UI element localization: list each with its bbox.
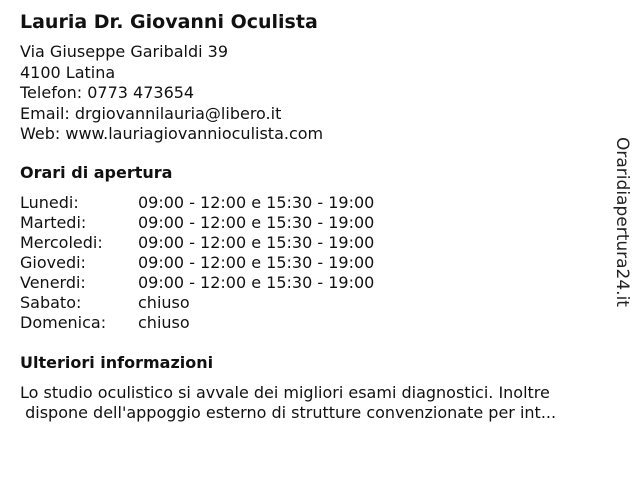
site-watermark: Oraridiapertura24.it [612,137,632,307]
additional-info-heading: Ulteriori informazioni [20,352,214,372]
opening-hours-table [20,193,610,333]
time-value: chiuso [138,292,190,312]
contact-block [20,42,610,145]
day-label: Martedi: [20,212,87,232]
opening-hours-heading: Orari di apertura [20,162,173,182]
additional-info-text: Lo studio oculistico si avvale dei migliori esami diagnostici. Inoltre dispone dell'appoggio esterno di strutture convenzionate per int... [20,382,557,422]
hours-row-tuesday [20,213,610,233]
time-value: chiuso [138,312,190,332]
hours-row-saturday [20,293,610,313]
city-line: 4100 Latina [20,62,116,82]
day-label: Mercoledi: [20,232,103,252]
time-value: 09:00 - 12:00 e 15:30 - 19:00 [138,272,375,292]
business-name: Lauria Dr. Giovanni Oculista [20,11,318,33]
day-label: Venerdi: [20,272,86,292]
time-value: 09:00 - 12:00 e 15:30 - 19:00 [138,212,375,232]
business-card [20,10,610,424]
address-line: Via Giuseppe Garibaldi 39 [20,42,229,61]
phone-line: Telefon: 0773 473654 [20,83,195,102]
email-line: Email: drgiovannilauria@libero.it [20,103,282,123]
time-value: 09:00 - 12:00 e 15:30 - 19:00 [138,252,375,272]
time-value: 09:00 - 12:00 e 15:30 - 19:00 [138,232,375,252]
day-label: Giovedi: [20,252,86,272]
day-label: Domenica: [20,312,107,332]
hours-row-wednesday [20,233,610,253]
time-value: 09:00 - 12:00 e 15:30 - 19:00 [138,192,375,212]
hours-row-monday [20,193,610,213]
day-label: Lunedi: [20,192,79,212]
hours-row-thursday [20,253,610,273]
day-label: Sabato: [20,292,82,312]
web-line: Web: www.lauriagiovannioculista.com [20,124,324,143]
hours-row-sunday [20,313,610,333]
hours-row-friday [20,273,610,293]
